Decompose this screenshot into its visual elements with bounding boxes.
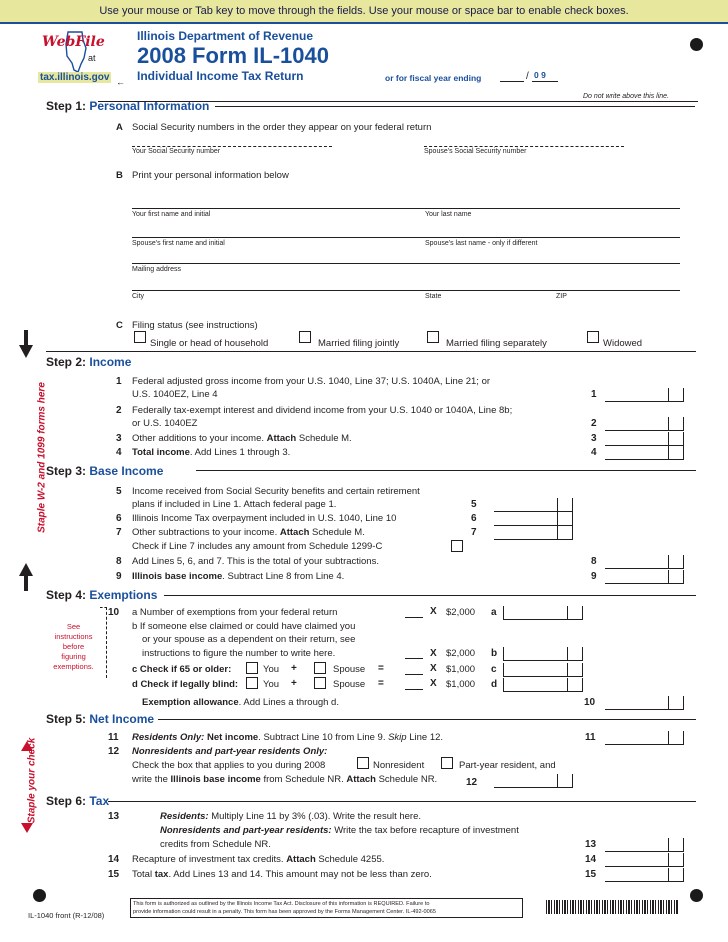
status-widowed-label: Widowed bbox=[603, 338, 643, 349]
side-note-line-2: instructions bbox=[54, 632, 93, 641]
step6-label: Step 6: bbox=[46, 794, 87, 808]
line10a-count-field[interactable] bbox=[405, 617, 423, 618]
line3-amount-field[interactable] bbox=[605, 432, 684, 446]
line10b-text3: instructions to figure the number to write here. bbox=[142, 648, 336, 659]
line-a-letter: A bbox=[116, 122, 123, 133]
step4-rule bbox=[164, 595, 696, 596]
line10c-spouse: Spouse bbox=[333, 664, 366, 675]
form-title: 2008 Form IL-1040 bbox=[137, 43, 329, 68]
line5-num: 5 bbox=[116, 486, 122, 497]
line14-box-num: 14 bbox=[585, 854, 597, 865]
line10a-amount: $2,000 bbox=[446, 607, 476, 618]
line8-box-num: 8 bbox=[591, 556, 597, 567]
line10a-amount-field[interactable] bbox=[503, 606, 583, 620]
line13-box-num: 13 bbox=[585, 839, 597, 850]
line10-total-post: . Add Lines a through d. bbox=[238, 697, 339, 708]
fiscal-month-field[interactable] bbox=[500, 81, 524, 82]
line5-text1: Income received from Social Security benefits and certain retirement bbox=[132, 486, 420, 497]
line13b-bi: Nonresidents and part-year residents: bbox=[160, 825, 332, 836]
line10d-equals: = bbox=[378, 678, 384, 689]
line15-text bbox=[132, 869, 432, 880]
line10d-count-field[interactable] bbox=[405, 689, 423, 690]
line12-bold2: Attach bbox=[346, 774, 376, 785]
line10d-letter: d bbox=[491, 679, 498, 690]
line12-bold: Illinois base income bbox=[170, 774, 261, 785]
side-note-line-5: exemptions. bbox=[53, 662, 94, 671]
line13-num: 13 bbox=[108, 811, 120, 822]
line10c-you-checkbox[interactable] bbox=[246, 662, 258, 674]
line4-box-num: 4 bbox=[591, 447, 597, 458]
line12-heading bbox=[132, 746, 327, 757]
line14-amount-field[interactable] bbox=[605, 853, 684, 867]
step6-name: Tax bbox=[89, 794, 110, 808]
line7-num: 7 bbox=[116, 527, 122, 538]
step2-rule bbox=[46, 351, 696, 352]
step4-heading bbox=[46, 588, 157, 602]
line1-amount-field[interactable] bbox=[605, 388, 684, 402]
barcode bbox=[546, 900, 679, 914]
line3-pre: Other additions to your income. bbox=[132, 433, 267, 444]
line11-skip: Skip bbox=[388, 732, 407, 743]
schedule-1299c-checkbox[interactable] bbox=[451, 540, 463, 552]
line10c-x: X bbox=[430, 663, 437, 674]
top-rule bbox=[98, 101, 698, 102]
fiscal-year-label: or for fiscal year ending bbox=[385, 73, 482, 83]
line14-num: 14 bbox=[108, 854, 120, 865]
do-not-write-note: Do not write above this line. bbox=[583, 93, 669, 100]
line12-mid: from Schedule NR. bbox=[260, 774, 347, 785]
side-note-line-1: See bbox=[66, 622, 81, 631]
part-year-checkbox[interactable] bbox=[441, 757, 453, 769]
line3-num: 3 bbox=[116, 433, 122, 444]
line10c-amount: $1,000 bbox=[446, 664, 476, 675]
line9-amount-field[interactable] bbox=[605, 570, 684, 584]
line1-text1: Federal adjusted gross income from your U.S. 1040, Line 37; U.S. 1040A, Line 21; or bbox=[132, 376, 491, 387]
step5-heading bbox=[46, 712, 154, 726]
step3-heading bbox=[46, 464, 163, 478]
side-note-line-3: before bbox=[62, 642, 85, 651]
triangle-down-icon bbox=[21, 820, 33, 838]
line11-bold: Net income bbox=[204, 732, 259, 743]
line-c-letter: C bbox=[116, 320, 123, 331]
registration-dot-icon-right bbox=[690, 889, 703, 902]
line10d-you-checkbox[interactable] bbox=[246, 677, 258, 689]
line2-amount-field[interactable] bbox=[605, 417, 684, 431]
instruction-bar: Use your mouse or Tab key to move through the fields. Use your mouse or space bar to enable check boxes. bbox=[0, 0, 728, 24]
line11-num: 11 bbox=[108, 732, 119, 743]
line10b-count-field[interactable] bbox=[405, 658, 423, 659]
ssn-label: Your Social Security number bbox=[132, 148, 221, 155]
line11-bi: Residents Only: bbox=[132, 732, 205, 743]
line13-post: Multiply Line 11 by 3% (.03). Write the result here. bbox=[208, 811, 422, 822]
mailing-address-label: Mailing address bbox=[132, 266, 182, 273]
line13c-text: credits from Schedule NR. bbox=[160, 839, 271, 850]
step3-name: Base Income bbox=[89, 464, 164, 478]
nonresident-checkbox[interactable] bbox=[357, 757, 369, 769]
webfile-at: at bbox=[88, 53, 96, 63]
line10b-amount-field[interactable] bbox=[503, 647, 583, 661]
line15-box-num: 15 bbox=[585, 869, 597, 880]
line10d-you: You bbox=[263, 679, 280, 690]
line10d-plus: + bbox=[291, 678, 297, 689]
line2-text2: or U.S. 1040EZ bbox=[132, 418, 198, 429]
webfile-wordmark: WebFile bbox=[42, 34, 105, 50]
line-b-letter: B bbox=[116, 170, 123, 181]
line-b-text: Print your personal information below bbox=[132, 170, 289, 181]
line-a-text: Social Security numbers in the order they appear on your federal return bbox=[132, 122, 432, 133]
status-joint-label: Married filing jointly bbox=[318, 338, 400, 349]
registration-dot-icon bbox=[690, 38, 703, 51]
step3-label: Step 3: bbox=[46, 464, 87, 478]
line3-text bbox=[132, 433, 352, 444]
form-subtitle: Individual Income Tax Return bbox=[137, 69, 304, 83]
line15-amount-field[interactable] bbox=[605, 868, 684, 882]
line-c-text: Filing status (see instructions) bbox=[132, 320, 258, 331]
line6-num: 6 bbox=[116, 513, 122, 524]
line12-box-num: 12 bbox=[466, 777, 478, 788]
line4-post: . Add Lines 1 through 3. bbox=[189, 447, 291, 458]
staple-w2-text: Staple W-2 and 1099 forms here bbox=[36, 382, 48, 533]
line13-text bbox=[160, 811, 421, 822]
status-joint-checkbox[interactable] bbox=[299, 331, 311, 343]
city-label: City bbox=[132, 293, 145, 300]
zip-label: ZIP bbox=[556, 293, 567, 300]
line10d-spouse: Spouse bbox=[333, 679, 366, 690]
line4-num: 4 bbox=[116, 447, 122, 458]
fiscal-year-value: 0 9 bbox=[534, 70, 546, 80]
line7-check-text: Check if Line 7 includes any amount from Schedule 1299-C bbox=[132, 541, 383, 552]
step4-label: Step 4: bbox=[46, 588, 87, 602]
line10b-text2: or your spouse as a dependent on their return, see bbox=[142, 634, 356, 645]
fiscal-year-field[interactable] bbox=[532, 81, 558, 82]
line10d-x: X bbox=[430, 678, 437, 689]
line15-bold: tax bbox=[154, 869, 169, 880]
line3-box-num: 3 bbox=[591, 433, 597, 444]
part-year-label: Part-year resident, and bbox=[459, 760, 556, 771]
status-single-label: Single or head of household bbox=[150, 338, 269, 349]
webfile-logo[interactable] bbox=[34, 26, 124, 88]
registration-dot-icon-left bbox=[33, 889, 46, 902]
line7-text bbox=[132, 527, 365, 538]
step5-name: Net Income bbox=[89, 712, 155, 726]
line10c-equals: = bbox=[378, 663, 384, 674]
line10c-you: You bbox=[263, 664, 280, 675]
line10b-amount: $2,000 bbox=[446, 648, 476, 659]
line15-post: . Add Lines 13 and 14. This amount may not be less than zero. bbox=[168, 869, 432, 880]
line6-box-num: 6 bbox=[471, 513, 477, 524]
form-id: IL-1040 front (R-12/08) bbox=[28, 911, 105, 920]
line6-text: Illinois Income Tax overpayment included in U.S. 1040, Line 10 bbox=[132, 513, 397, 524]
step6-heading bbox=[46, 794, 109, 808]
line9-box-num: 9 bbox=[591, 571, 597, 582]
arrow-left-icon: ← bbox=[116, 77, 125, 87]
status-widowed-checkbox[interactable] bbox=[587, 331, 599, 343]
line15-pre: Total bbox=[132, 869, 155, 880]
line14-pre: Recapture of investment tax credits. bbox=[132, 854, 287, 865]
line13b-text bbox=[160, 825, 519, 836]
step5-label: Step 5: bbox=[46, 712, 87, 726]
line10-box-num: 10 bbox=[584, 697, 596, 708]
line10d-spouse-checkbox[interactable] bbox=[314, 677, 326, 689]
line3-bold: Attach bbox=[266, 433, 297, 444]
line8-text: Add Lines 5, 6, and 7. This is the total of your subtractions. bbox=[132, 556, 379, 567]
line5-amount-field[interactable] bbox=[494, 498, 573, 512]
exemptions-side-bracket bbox=[100, 607, 107, 678]
line9-post: . Subtract Line 8 from Line 4. bbox=[222, 571, 345, 582]
line2-text1: Federally tax-exempt interest and dividend income from your U.S. 1040 or 1040A, Line 8b; bbox=[132, 405, 513, 416]
line10a-letter: a bbox=[491, 607, 497, 618]
fiscal-slash: / bbox=[526, 71, 529, 82]
department-name: Illinois Department of Revenue bbox=[137, 29, 314, 43]
line10c-amount-field[interactable] bbox=[503, 663, 583, 677]
nonresident-label: Nonresident bbox=[373, 760, 425, 771]
line7-post: Schedule M. bbox=[309, 527, 365, 538]
line11-text bbox=[132, 732, 443, 743]
legal-notice bbox=[130, 898, 523, 918]
line5-text2: plans if included in Line 1. Attach federal page 1. bbox=[132, 499, 337, 510]
line15-num: 15 bbox=[108, 869, 120, 880]
line10c-count-field[interactable] bbox=[405, 674, 423, 675]
line12-amount-field[interactable] bbox=[494, 774, 573, 788]
legal-notice-line-1: This form is authorized as outlined by the Illinois Income Tax Act. Disclosure of this information is REQUIRED. Failure to bbox=[133, 901, 430, 907]
line12-num: 12 bbox=[108, 746, 120, 757]
line13-amount-field[interactable] bbox=[605, 838, 684, 852]
line10a-text: a Number of exemptions from your federal return bbox=[132, 607, 338, 618]
spouse-ssn-field[interactable] bbox=[424, 139, 624, 147]
spouse-name-field[interactable] bbox=[132, 237, 680, 238]
line10c-spouse-checkbox[interactable] bbox=[314, 662, 326, 674]
step5-rule bbox=[158, 719, 696, 720]
line11-end: Line 12. bbox=[406, 732, 444, 743]
line13-bi: Residents: bbox=[160, 811, 209, 822]
line10b-x: X bbox=[430, 648, 437, 659]
exemptions-side-note bbox=[46, 622, 101, 672]
side-note-line-4: figuring bbox=[61, 652, 86, 661]
legal-notice-line-2: provide information could result in a penalty. This form has been approved by the Forms Management Center. IL-492-0065 bbox=[133, 909, 436, 915]
webfile-site: tax.illinois.gov bbox=[40, 72, 110, 83]
line7-bold: Attach bbox=[279, 527, 310, 538]
line3-post: Schedule M. bbox=[296, 433, 352, 444]
line10c-letter: c bbox=[491, 664, 497, 675]
city-field[interactable] bbox=[132, 290, 680, 291]
step2-heading bbox=[46, 355, 131, 369]
line12-pre: write the bbox=[132, 774, 171, 785]
step2-name: Income bbox=[89, 355, 132, 369]
status-separate-label: Married filing separately bbox=[446, 338, 547, 349]
line9-bold: Illinois base income bbox=[132, 571, 223, 582]
line4-bold: Total income bbox=[132, 447, 190, 458]
step3-rule bbox=[196, 470, 696, 471]
line1-num: 1 bbox=[116, 376, 122, 387]
line12-write-text bbox=[132, 774, 437, 785]
status-single-checkbox[interactable] bbox=[134, 331, 146, 343]
step1-rule bbox=[215, 106, 695, 107]
line8-num: 8 bbox=[116, 556, 122, 567]
step2-label: Step 2: bbox=[46, 355, 87, 369]
line10d-amount: $1,000 bbox=[446, 679, 476, 690]
line14-bold: Attach bbox=[286, 854, 316, 865]
line10c-plus: + bbox=[291, 663, 297, 674]
step1-name: Personal Information bbox=[89, 99, 210, 113]
step6-rule bbox=[108, 801, 696, 802]
line7-pre: Other subtractions to your income. bbox=[132, 527, 280, 538]
line12-post: Schedule NR. bbox=[375, 774, 438, 785]
step1-label: Step 1: bbox=[46, 99, 87, 113]
line10d-amount-field[interactable] bbox=[503, 678, 583, 692]
line8-amount-field[interactable] bbox=[605, 555, 684, 569]
line14-post: Schedule 4255. bbox=[315, 854, 385, 865]
line11-amount-field[interactable] bbox=[605, 731, 684, 745]
line10-total-text bbox=[142, 697, 339, 708]
line7-box-num: 7 bbox=[471, 527, 477, 538]
line5-box-num: 5 bbox=[471, 499, 477, 510]
line11-post: . Subtract Line 10 from Line 9. bbox=[258, 732, 389, 743]
last-name-label: Your last name bbox=[425, 211, 472, 218]
line10d-text: d Check if legally blind: bbox=[132, 679, 239, 690]
line7-amount-field[interactable] bbox=[494, 526, 573, 540]
line10b-letter: b bbox=[491, 648, 498, 659]
ssn-field[interactable] bbox=[132, 139, 332, 147]
mailing-address-field[interactable] bbox=[132, 263, 680, 264]
line1-text2: U.S. 1040EZ, Line 4 bbox=[132, 389, 218, 400]
line10a-x: X bbox=[430, 606, 437, 617]
spouse-ssn-label: Spouse's Social Security number bbox=[424, 148, 527, 155]
state-label: State bbox=[425, 293, 442, 300]
line14-text bbox=[132, 854, 384, 865]
line10-total-bold: Exemption allowance bbox=[142, 697, 239, 708]
arrow-up-icon bbox=[22, 563, 30, 588]
line9-num: 9 bbox=[116, 571, 122, 582]
line10b-text1: b If someone else claimed or could have claimed you bbox=[132, 621, 356, 632]
line4-amount-field[interactable] bbox=[605, 446, 684, 460]
first-name-label: Your first name and initial bbox=[132, 211, 211, 218]
line12-bi: Nonresidents and part-year residents Only: bbox=[132, 746, 328, 757]
staple-check-text: Staple your check bbox=[26, 737, 38, 824]
line6-amount-field[interactable] bbox=[494, 512, 573, 526]
step4-name: Exemptions bbox=[89, 588, 158, 602]
line1-box-num: 1 bbox=[591, 389, 597, 400]
line11-box-num: 11 bbox=[585, 732, 596, 743]
arrow-down-icon bbox=[22, 330, 30, 355]
first-name-field[interactable] bbox=[132, 208, 680, 209]
line10c-text: c Check if 65 or older: bbox=[132, 664, 232, 675]
line2-num: 2 bbox=[116, 405, 122, 416]
line9-text bbox=[132, 571, 344, 582]
spouse-last-label: Spouse's last name - only if different bbox=[425, 240, 538, 247]
line10-num: 10 bbox=[108, 607, 120, 618]
line10-amount-field[interactable] bbox=[605, 696, 684, 710]
status-separate-checkbox[interactable] bbox=[427, 331, 439, 343]
line2-box-num: 2 bbox=[591, 418, 597, 429]
line4-text bbox=[132, 447, 290, 458]
line13b-post: Write the tax before recapture of investment bbox=[331, 825, 519, 836]
spouse-first-label: Spouse's first name and initial bbox=[132, 240, 225, 247]
line12-check-text: Check the box that applies to you during 2008 bbox=[132, 760, 326, 771]
